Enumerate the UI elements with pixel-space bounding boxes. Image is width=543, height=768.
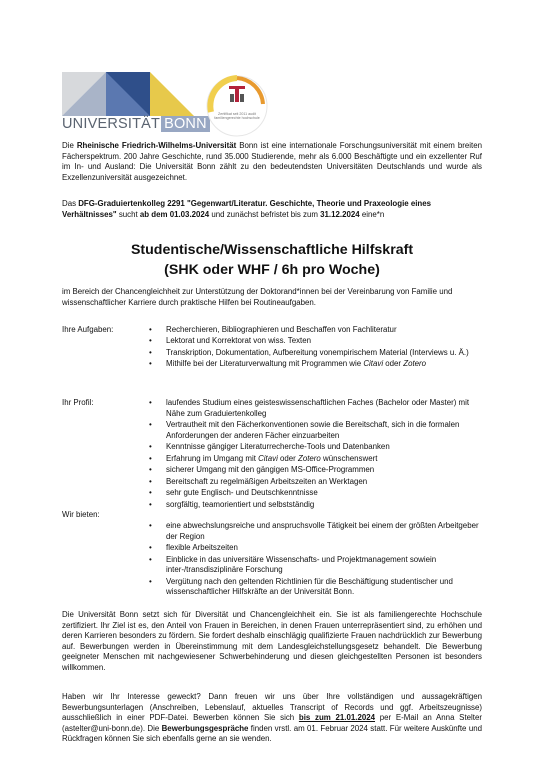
list-item: • Vertrautheit mit den Fächerkonventionen sowie die Bereitschaft, sich in die formalen Anforderungen der anderen Fächer einzuarbeiten [149,420,483,441]
profile-text: Erfahrung im Umgang mit [166,453,259,463]
list-item: • Lektorat und Korrektorat von wiss. Texten [149,336,483,347]
dfg-text-g: eine*n [359,209,385,219]
dfg-college-name: DFG-Graduiertenkolleg 2291 "Gegenwart/Literatur. Geschichte, Theorie und Praxeologie eines Verhältnisses" [62,199,432,219]
job-title [62,241,482,280]
list-item: • Kenntnisse gängiger Literaturrecherche-Tools und Datenbanken [149,442,483,453]
dfg-text-c: sucht [116,209,140,219]
list-item: • Recherchieren, Bibliographieren und Beschaffen von Fachliteratur [149,325,483,336]
list-item: • Einblicke in das universitäre Wissenschafts- und Projektmanagement sowiein inter-/transdisziplinäre Forschung [149,555,483,576]
list-item [149,359,483,370]
zotero-name: Zotero [403,359,427,369]
logo-wordmark-university: UNIVERSITÄT [62,116,161,132]
list-item: • laufendes Studium eines geisteswissenschaftlichen Faches (Bachelor oder Master) mit Nähe zum Graduiertenkolleg [149,398,483,419]
intro-text-rest: Bonn ist eine internationale Forschungsuniversität mit einem breiten Fächerspektrum. 200 Jahre Geschichte, rund 35.000 Studierende, mehr als 6.000 Beschäftigte und ein exzellenter Ruf im In- und Ausland: Die Universität Bonn zählt zu den bedeutendsten Universitäten Deutschlands und wurde als Exzellenzuniversität ausgezeichnet. [62,141,482,182]
list-item: • sorgfältig, teamorientiert und selbstständig [149,500,483,511]
job-title-line2: (SHK oder WHF / 6h pro Woche) [164,261,380,278]
list-item: • Vergütung nach den geltenden Richtlinien für die Beschäftigung studentischer und wissenschaftlicher Hilfskräfte an der Universität Bonn. [149,577,483,598]
offer-label: Wir bieten: [62,510,100,519]
tasks-list [149,325,483,371]
university-name: Rheinische Friedrich-Wilhelms-Universität [76,141,237,150]
apply-text-a: Haben wir Ihr Interesse geweckt? Dann freuen wir uns über Ihre vollständigen und aussagekräftigen Bewerbungsunterlagen (Anschreiben, Lebenslauf, aktuelles Transcript of Records und ggf. Arbeitszeugnisse) ausschließlich in einer PDF-Datei. Bewerben können Sie sich [62,692,482,723]
job-title-line1: Studentische/Wissenschaftliche Hilfskraft [130,242,414,258]
application-paragraph [62,692,482,745]
logo-wordmark-bonn: BONN [161,116,210,132]
offer-list [149,521,483,599]
profile-text-or: oder [277,453,299,463]
list-item: • flexible Arbeitszeiten [149,543,483,554]
list-item: • sehr gute Englisch- und Deutschkenntnisse [149,488,483,499]
dfg-paragraph [62,199,482,220]
zotero-name: Zotero [298,453,321,463]
dfg-end-date: 31.12.2024 [320,209,360,219]
dfg-text-e: und zunächst befristet bis zum [209,209,321,219]
family-audit-seal-icon [205,74,269,138]
intro-text-start: Die [62,141,77,150]
job-subtitle: im Bereich der Chancengleichheit zur Unterstützung der Doktorand*innen bei der Vereinbarung von Familie und wissenschaftlicher Karriere durch praktische Hilfen bei Routineaufgaben. [62,287,453,307]
dfg-start-date: ab dem 01.03.2024 [139,209,210,219]
list-item: • sicherer Umgang mit den gängigen MS-Office-Programmen [149,465,483,476]
seal-caption: Zertifikat seit 2011 audit familiengerechte hochschule [214,112,260,121]
interviews-label: Bewerbungsgespräche [161,723,249,733]
list-item: • Transkription, Dokumentation, Aufbereitung vonempirischem Material (Interviews u. Ä.) [149,348,483,359]
tasks-label: Ihre Aufgaben: [62,325,114,334]
logo-graphic-icon [62,72,202,116]
profile-list [149,398,483,511]
dfg-text-a: Das [62,199,79,208]
citavi-name: Citavi [258,453,278,463]
list-item: • Bereitschaft zu regelmäßigen Arbeitszeiten an Werktagen [149,477,483,488]
task-text-or: oder [383,359,404,369]
list-item: • eine abwechslungsreiche und anspruchsvolle Tätigkeit bei einem der größten Arbeitgeber der Region [149,521,483,542]
application-deadline: bis zum 21.01.2024 [298,713,376,723]
intro-paragraph [62,141,482,183]
list-item [149,454,483,465]
diversity-paragraph: Die Universität Bonn setzt sich für Diversität und Chancengleichheit ein. Sie ist als familiengerechte Hochschule zertifiziert. Ihr Ziel ist es, den Anteil von Frauen in Bereichen, in denen Frauen unterrepräsentiert sind, zu erhöhen und deren Karrieren besonders zu fördern. Sie fordert deshalb einschlägig qualifizierte Frauen nachdrücklich zur Bewerbung auf. Bewerbungen werden in Übereinstimmung mit dem Landesgleichstellungsgesetz behandelt. Die Bewerbung geeigneter Menschen mit nachgewiesener Schwerbehinderung und diesen gleichgestellten Personen ist besonders willkommen. [62,610,482,672]
citavi-name: Citavi [363,359,384,369]
profile-label: Ihr Profil: [62,398,94,407]
profile-text-end: wünschenswert [320,453,378,463]
apply-text-e: finden vrstl. am 01. Februar 2024 statt. Für weitere Auskünfte und Rückfragen können Sie sich ebenfalls gerne an sie wenden. [62,723,482,744]
logo-wordmark [62,116,210,132]
apply-text-c: per E-Mail an Anna Stelter (astelter@uni-bonn.de). Die [62,713,482,733]
task-text: Mithilfe bei der Literaturverwaltung mit Programmen wie [166,359,364,369]
